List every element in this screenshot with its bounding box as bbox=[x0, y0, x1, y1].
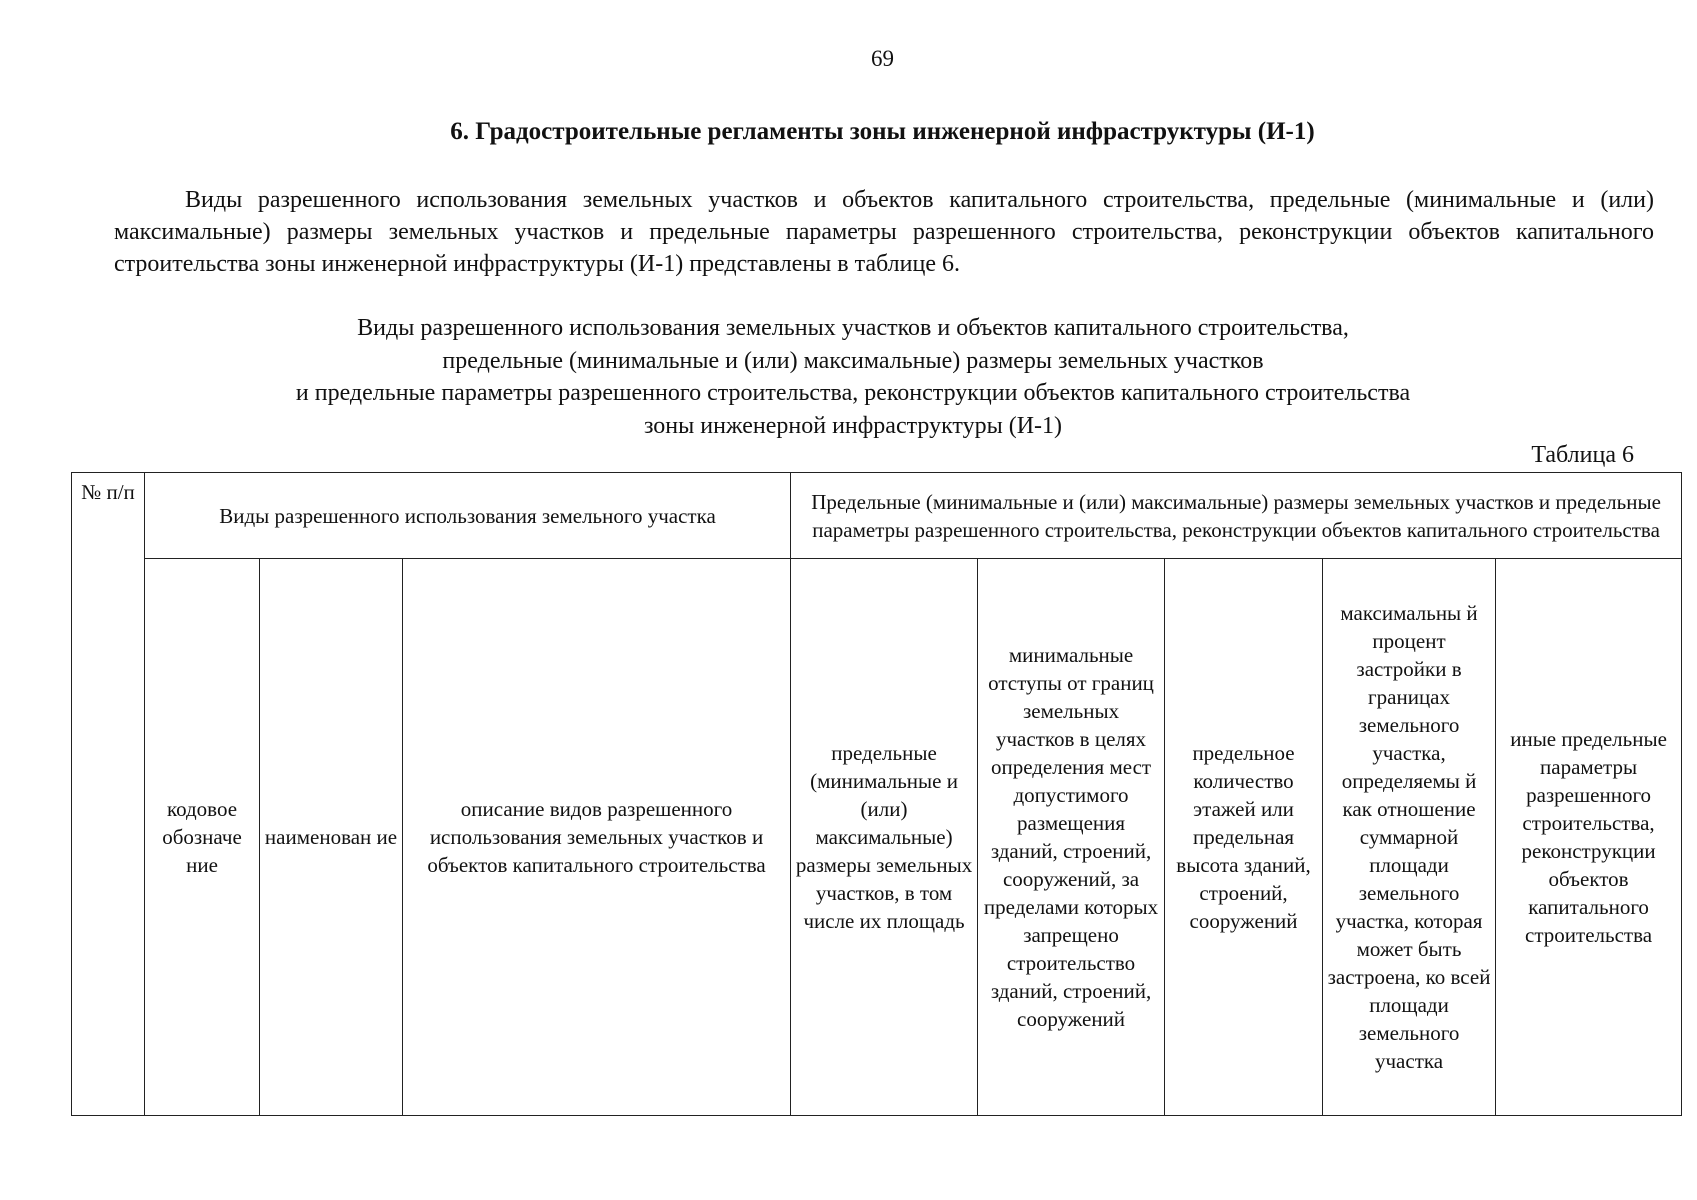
header-code: кодовое обозначе ние bbox=[145, 559, 260, 1116]
header-row-number: № п/п bbox=[72, 473, 145, 1116]
page-number: 69 bbox=[871, 46, 894, 71]
header-plot-size: предельные (минимальные и (или) максимальные) размеры земельных участков, в том числе их площадь bbox=[791, 559, 978, 1116]
table-label: Таблица 6 bbox=[1531, 442, 1634, 468]
header-name: наименован ие bbox=[260, 559, 403, 1116]
header-other: иные предельные параметры разрешенного строительства, реконструкции объектов капитального строительства bbox=[1496, 559, 1682, 1116]
caption-line: и предельные параметры разрешенного строительства, реконструкции объектов капитального строительства bbox=[295, 380, 1411, 406]
header-description: описание видов разрешенного использования земельных участков и объектов капитального строительства bbox=[403, 559, 791, 1116]
section-heading: 6. Градостроительные регламенты зоны инженерной инфраструктуры (И-1) bbox=[450, 118, 1315, 145]
table-caption bbox=[193, 312, 1513, 442]
caption-line: зоны инженерной инфраструктуры (И-1) bbox=[643, 412, 1063, 439]
header-coverage: максимальны й процент застройки в границах земельного участка, определяемы й как отношение суммарной площади земельного участка, которая может быть застроена, ко всей площади земельного участка bbox=[1323, 559, 1496, 1116]
header-use-group: Виды разрешенного использования земельного участка bbox=[145, 473, 791, 559]
header-setbacks: минимальные отступы от границ земельных участков в целях определения мест допустимого размещения зданий, строений, сооружений, за пределами которых запрещено строительство зданий, строений, сооружений bbox=[978, 559, 1165, 1116]
header-floors: предельное количество этажей или предельная высота зданий, строений, сооружений bbox=[1165, 559, 1323, 1116]
caption-line: предельные (минимальные и (или) максимальные) размеры земельных участков bbox=[442, 347, 1264, 374]
caption-line: Виды разрешенного использования земельных участков и объектов капитального строительства, bbox=[357, 315, 1349, 341]
header-limits-group: Предельные (минимальные и (или) максимальные) размеры земельных участков и предельные параметры разрешенного строительства, реконструкции объектов капитального строительства bbox=[791, 473, 1682, 559]
regulations-table bbox=[71, 472, 1682, 1116]
intro-paragraph: Виды разрешенного использования земельных участков и объектов капитального строительства, предельные (минимальные и (или) максимальные) размеры земельных участков и предельные параметры разрешенного строительства, реконструкции объектов капитального строительства зоны инженерной инфраструктуры (И-1) представлены в таблице 6. bbox=[114, 187, 1654, 277]
